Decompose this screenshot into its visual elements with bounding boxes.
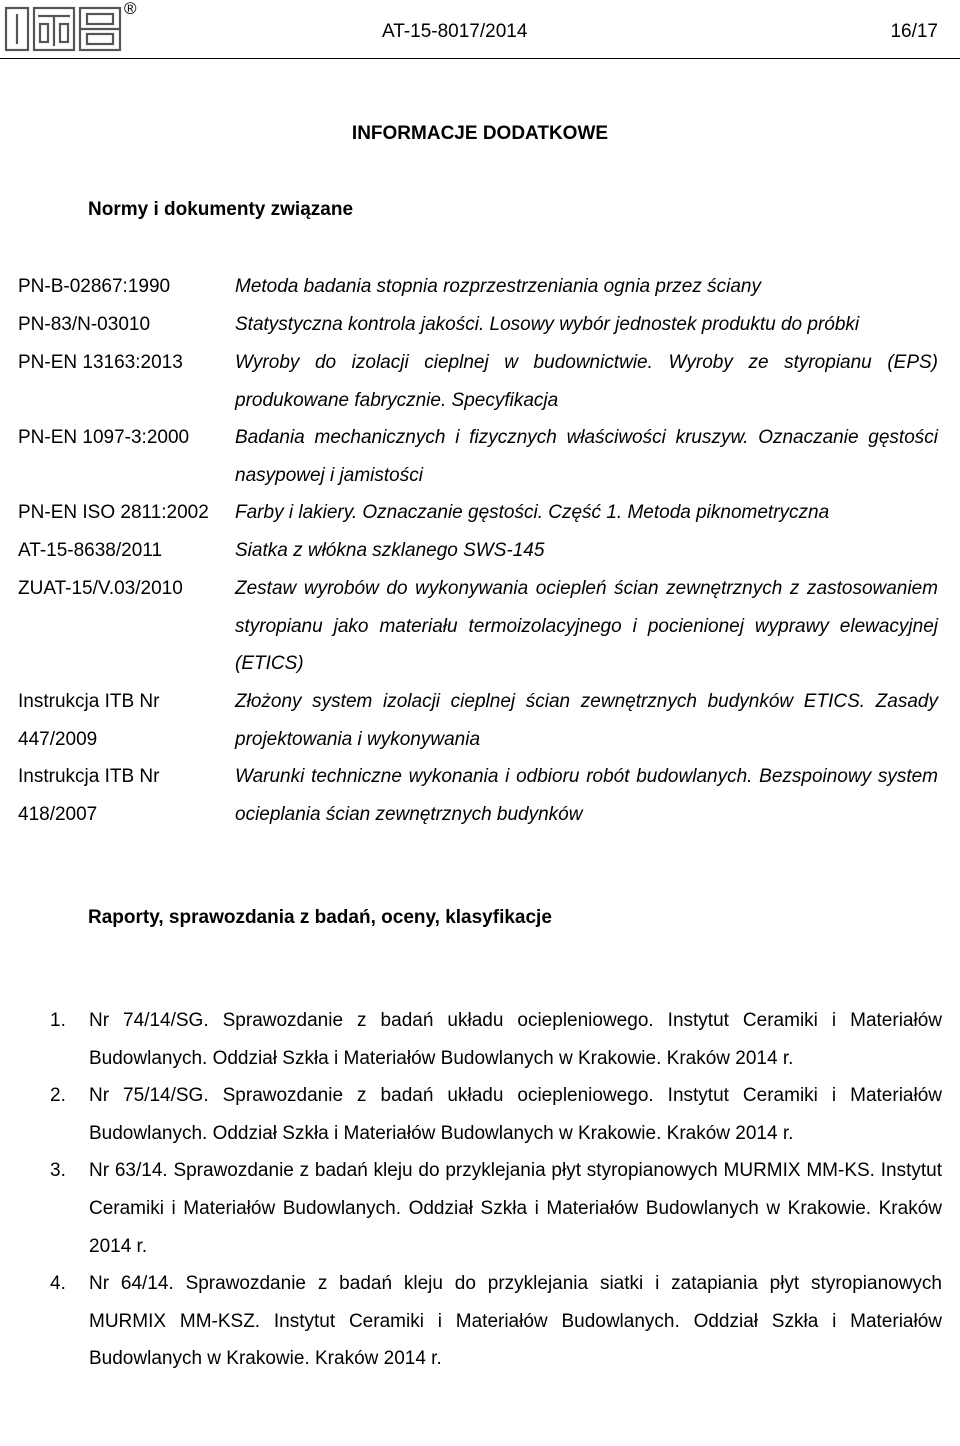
norm-description: Warunki techniczne wykonania i odbioru robót budowlanych. Bezspoinowy system ocieplania ścian zewnętrznych budynków [235,766,938,825]
norm-row [18,306,938,344]
norm-code: Instrukcja ITB Nr 418/2007 [18,766,160,825]
norm-row [18,494,938,532]
reports-heading: Raporty, sprawozdania z badań, oceny, klasyfikacje [88,907,552,928]
page-number: 16/17 [890,21,938,42]
norm-description: Złożony system izolacji cieplnej ścian zewnętrznych budynków ETICS. Zasady projektowania i wykonywania [235,691,938,750]
norm-code: PN-EN 13163:2013 [18,352,183,373]
report-text: Nr 64/14. Sprawozdanie z badań kleju do przyklejania siatki i zatapiania płyt styropianowych MURMIX MM-KSZ. Instytut Ceramiki i Materiałów Budowlanych. Oddział Szkła i Materiałów Budowlanych w Krakowie. Kraków 2014 r. [89,1273,942,1370]
report-item [50,1077,942,1152]
reports-list [50,1002,942,1378]
norm-code: PN-EN ISO 2811:2002 [18,502,209,523]
norm-code: ZUAT-15/V.03/2010 [18,578,183,599]
report-text: Nr 74/14/SG. Sprawozdanie z badań układu ociepleniowego. Instytut Ceramiki i Materiałów Budowlanych. Oddział Szkła i Materiałów Budowlanych w Krakowie. Kraków 2014 r. [89,1010,942,1069]
report-item [50,1152,942,1265]
norm-row [18,419,938,494]
report-number: 2. [50,1085,66,1107]
report-number: 1. [50,1010,66,1031]
report-text: Nr 75/14/SG. Sprawozdanie z badań układu ociepleniowego. Instytut Ceramiki i Materiałów Budowlanych. Oddział Szkła i Materiałów Budowlanych w Krakowie. Kraków 2014 r. [89,1085,942,1144]
report-item [50,1265,942,1378]
page-header [0,0,960,62]
norm-row [18,344,938,419]
norm-description: Zestaw wyrobów do wykonywania ociepleń ścian zewnętrznych z zastosowaniem styropianu jako materiału termoizolacyjnego i pocienionej wyprawy elewacyjnej (ETICS) [235,578,938,675]
report-text: Nr 63/14. Sprawozdanie z badań kleju do przyklejania płyt styropianowych MURMIX MM-KS. Instytut Ceramiki i Materiałów Budowlanych. Oddział Szkła i Materiałów Budowlanych w Krakowie. Kraków 2014 r. [89,1160,942,1257]
registered-mark: ® [124,0,137,18]
norm-row [18,570,938,683]
norm-code: Instrukcja ITB Nr 447/2009 [18,691,160,750]
norm-code: AT-15-8638/2011 [18,540,163,561]
page-title: INFORMACJE DODATKOWE [351,123,609,144]
norm-description: Metoda badania stopnia rozprzestrzeniania ognia przez ściany [235,276,761,297]
header-divider [0,58,960,59]
norm-row [18,268,938,306]
norm-description: Wyroby do izolacji cieplnej w budownictwie. Wyroby ze styropianu (EPS) produkowane fabrycznie. Specyfikacja [235,352,938,411]
norm-description: Siatka z włókna szklanego SWS-145 [235,540,545,561]
document-id: AT-15-8017/2014 [382,21,528,42]
norm-row [18,532,938,570]
norm-code: PN-B-02867:1990 [18,276,171,297]
norms-heading: Normy i dokumenty związane [88,199,354,220]
norms-table [18,268,938,833]
report-number: 4. [50,1273,66,1295]
norm-code: PN-EN 1097-3:2000 [18,427,190,448]
norm-code: PN-83/N-03010 [18,314,151,335]
norm-description: Farby i lakiery. Oznaczanie gęstości. Część 1. Metoda piknometryczna [235,502,830,523]
norm-row [18,683,938,758]
norm-description: Statystyczna kontrola jakości. Losowy wybór jednostek produktu do próbki [235,314,860,335]
norm-description: Badania mechanicznych i fizycznych właściwości kruszyw. Oznaczanie gęstości nasypowej i jamistości [235,427,938,486]
norm-row [18,758,938,833]
report-number: 3. [50,1160,66,1182]
report-item [50,1002,942,1077]
itb-logo [4,4,126,52]
